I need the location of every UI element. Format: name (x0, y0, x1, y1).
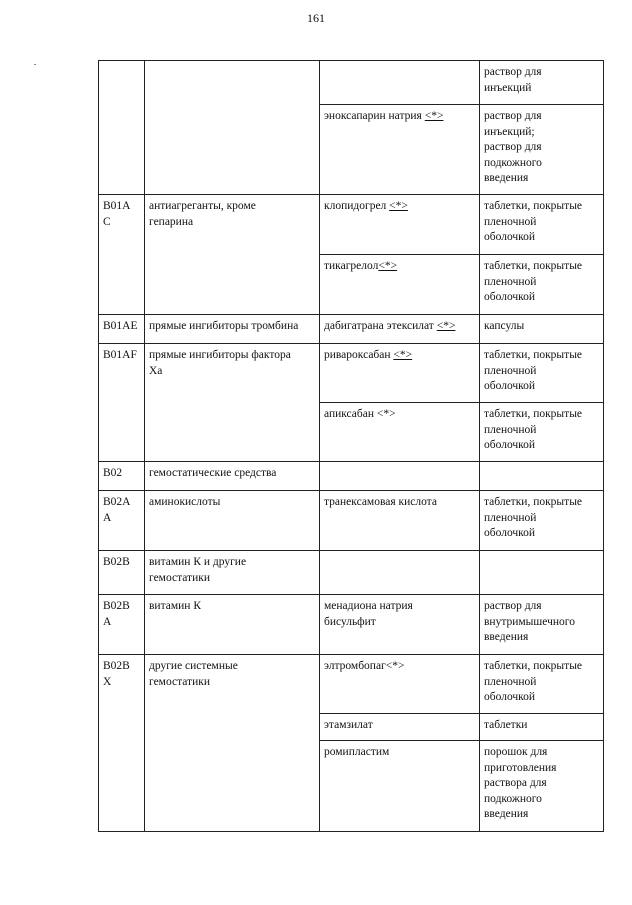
drug-cell: эноксапарин натрия <*> (320, 105, 480, 195)
reference-mark: <*> (376, 408, 396, 420)
table-row (99, 195, 604, 255)
table-row (99, 551, 604, 595)
table-row (99, 61, 604, 105)
table-row (99, 655, 604, 714)
form-cell: раствор для инъекций (480, 61, 604, 105)
group-cell: витамин К и другие гемостатики (145, 551, 320, 595)
drug-cell: этамзилат (320, 714, 480, 741)
form-cell: таблетки, покрытые пленочной оболочкой (480, 255, 604, 315)
drug-cell (320, 462, 480, 491)
drug-cell: апиксабан <*> (320, 403, 480, 462)
reference-mark: <*> (393, 349, 413, 361)
drug-cell: транексамовая кислота (320, 491, 480, 551)
table-row (99, 344, 604, 403)
group-cell: прямые ингибиторы фактора Ха (145, 344, 320, 462)
form-cell: таблетки, покрытые пленочной оболочкой (480, 655, 604, 714)
form-cell: раствор для внутримышечного введения (480, 595, 604, 655)
table-row (99, 491, 604, 551)
scan-dot (34, 64, 36, 65)
form-cell (480, 462, 604, 491)
group-cell: витамин К (145, 595, 320, 655)
group-cell: другие системные гемостатики (145, 655, 320, 832)
reference-mark: <*> (385, 660, 405, 672)
table-row (99, 315, 604, 344)
drug-cell: элтромбопаг<*> (320, 655, 480, 714)
page-number: 161 (307, 11, 325, 25)
atc-code-cell: B02B X (99, 655, 145, 832)
group-cell: прямые ингибиторы тромбина (145, 315, 320, 344)
drug-cell (320, 61, 480, 105)
table-row (99, 595, 604, 655)
atc-code-cell: B01AE (99, 315, 145, 344)
drug-cell: дабигатрана этексилат <*> (320, 315, 480, 344)
atc-code-cell (99, 61, 145, 195)
atc-code-cell: B02 (99, 462, 145, 491)
form-cell (480, 551, 604, 595)
atc-code-cell: B02A A (99, 491, 145, 551)
group-cell: аминокислоты (145, 491, 320, 551)
group-cell: антиагреганты, кроме гепарина (145, 195, 320, 315)
reference-mark: <*> (436, 320, 456, 332)
atc-code-cell: B02B A (99, 595, 145, 655)
form-cell: раствор для инъекций; раствор для подкожного введения (480, 105, 604, 195)
form-cell: таблетки, покрытые пленочной оболочкой (480, 195, 604, 255)
reference-mark: <*> (378, 260, 398, 272)
form-cell: таблетки, покрытые пленочной оболочкой (480, 344, 604, 403)
drug-list-table (98, 60, 604, 832)
drug-cell: ривароксабан <*> (320, 344, 480, 403)
drug-cell: тикагрелол<*> (320, 255, 480, 315)
table-row (99, 462, 604, 491)
form-cell: капсулы (480, 315, 604, 344)
drug-cell: менадиона натрия бисульфит (320, 595, 480, 655)
form-cell: порошок для приготовления раствора для подкожного введения (480, 741, 604, 832)
group-cell (145, 61, 320, 195)
form-cell: таблетки, покрытые пленочной оболочкой (480, 403, 604, 462)
group-cell: гемостатические средства (145, 462, 320, 491)
form-cell: таблетки (480, 714, 604, 741)
drug-cell (320, 551, 480, 595)
atc-code-cell: B01AF (99, 344, 145, 462)
form-cell: таблетки, покрытые пленочной оболочкой (480, 491, 604, 551)
atc-code-cell: B02B (99, 551, 145, 595)
reference-mark: <*> (424, 110, 444, 122)
atc-code-cell: B01A C (99, 195, 145, 315)
drug-cell: клопидогрел <*> (320, 195, 480, 255)
drug-cell: ромипластим (320, 741, 480, 832)
reference-mark: <*> (389, 200, 408, 212)
